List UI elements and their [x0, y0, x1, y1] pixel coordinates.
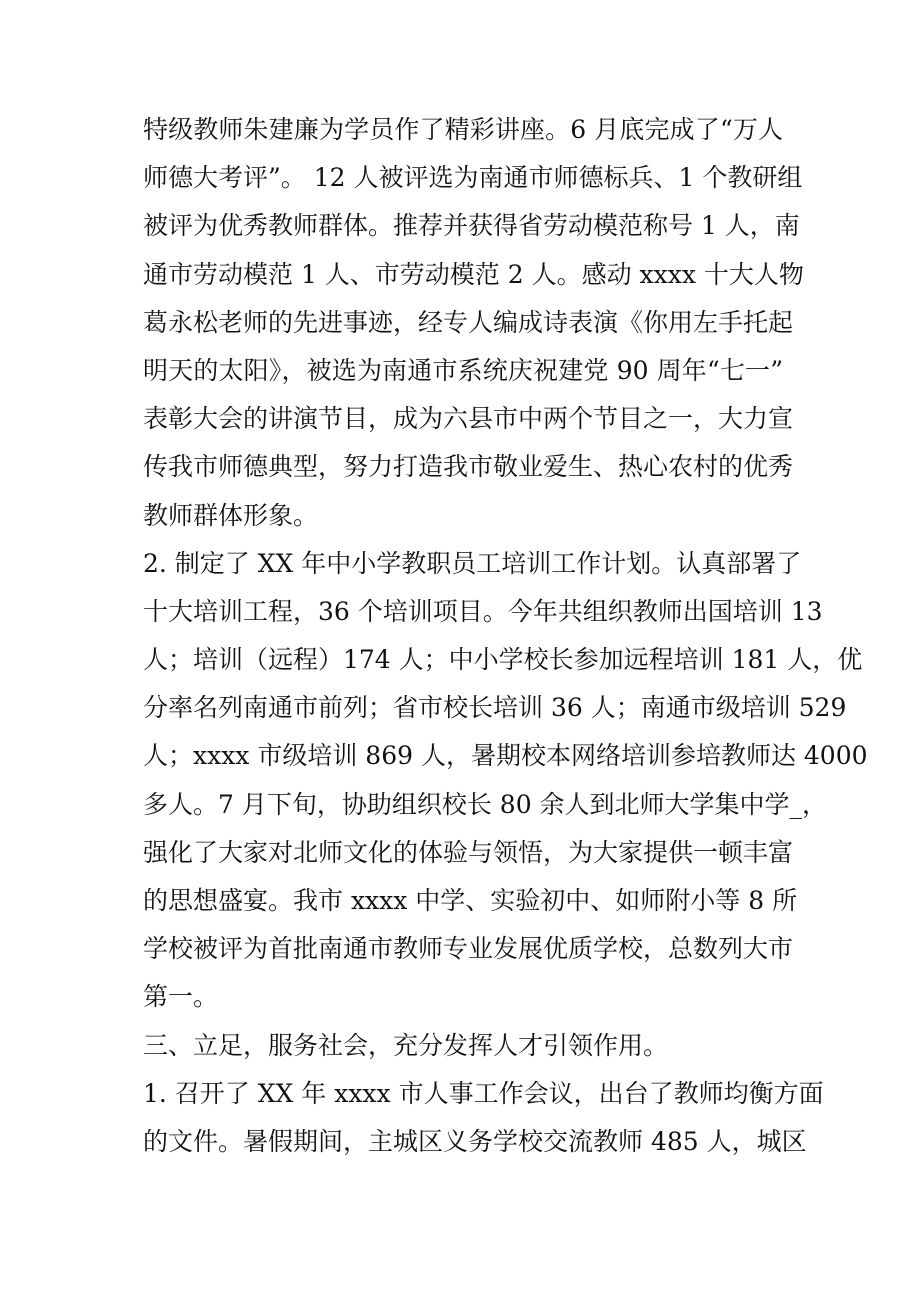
text-line: 人；培训（远程）174 人；中小学校长参加远程培训 181 人，优 — [143, 645, 863, 675]
text-line: 分率名列南通市前列；省市校长培训 36 人；南通市级培训 529 — [143, 693, 847, 723]
text-line: 2. 制定了 XX 年中小学教职员工培训工作计划。认真部署了 — [143, 548, 802, 578]
text-line: 表彰大会的讲演节目，成为六县市中两个节目之一，大力宣 — [143, 404, 794, 434]
text-line: 1. 召开了 XX 年 xxxx 市人事工作会议，出台了教师均衡方面 — [143, 1078, 824, 1108]
text-line: 十大培训工程，36 个培训项目。今年共组织教师出国培训 13 — [143, 596, 823, 626]
text-line: 多人。7 月下旬，协助组织校长 80 余人到北师大学集中学_， — [143, 789, 828, 819]
text-line: 师德大考评”。 12 人被评选为南通市师德标兵、1 个教研组 — [143, 163, 803, 193]
text-line: 学校被评为首批南通市教师专业发展优质学校，总数列大市 — [143, 934, 794, 964]
text-line: 第一。 — [143, 982, 219, 1012]
section-heading: 三、立足，服务社会，充分发挥人才引领作用。 — [143, 1030, 669, 1060]
text-line: 通市劳动模范 1 人、市劳动模范 2 人。感动 xxxx 十大人物 — [143, 259, 804, 289]
text-line: 被评为优秀教师群体。推荐并获得省劳动模范称号 1 人，南 — [143, 211, 800, 241]
text-line: 葛永松老师的先进事迹，经专人编成诗表演《你用左手托起 — [143, 307, 794, 337]
text-line: 的思想盛宴。我市 xxxx 中学、实验初中、如师附小等 8 所 — [143, 886, 798, 915]
text-line: 强化了大家对北师文化的体验与领悟，为大家提供一顿丰富 — [143, 837, 794, 867]
text-line: 的文件。暑假期间，主城区义务学校交流教师 485 人，城区 — [143, 1126, 807, 1156]
document-body — [143, 106, 868, 1166]
text-line: 特级教师朱建廉为学员作了精彩讲座。6 月底完成了“万人 — [143, 115, 783, 144]
text-line: 传我市师德典型，努力打造我市敬业爱生、热心农村的优秀 — [143, 452, 794, 482]
text-line: 明天的太阳》，被选为南通市系统庆祝建党 90 周年“七一” — [143, 355, 783, 385]
text-line: 教师群体形象。 — [143, 500, 319, 530]
text-line: 人；xxxx 市级培训 869 人，暑期校本网络培训参培教师达 4000 — [143, 741, 868, 771]
